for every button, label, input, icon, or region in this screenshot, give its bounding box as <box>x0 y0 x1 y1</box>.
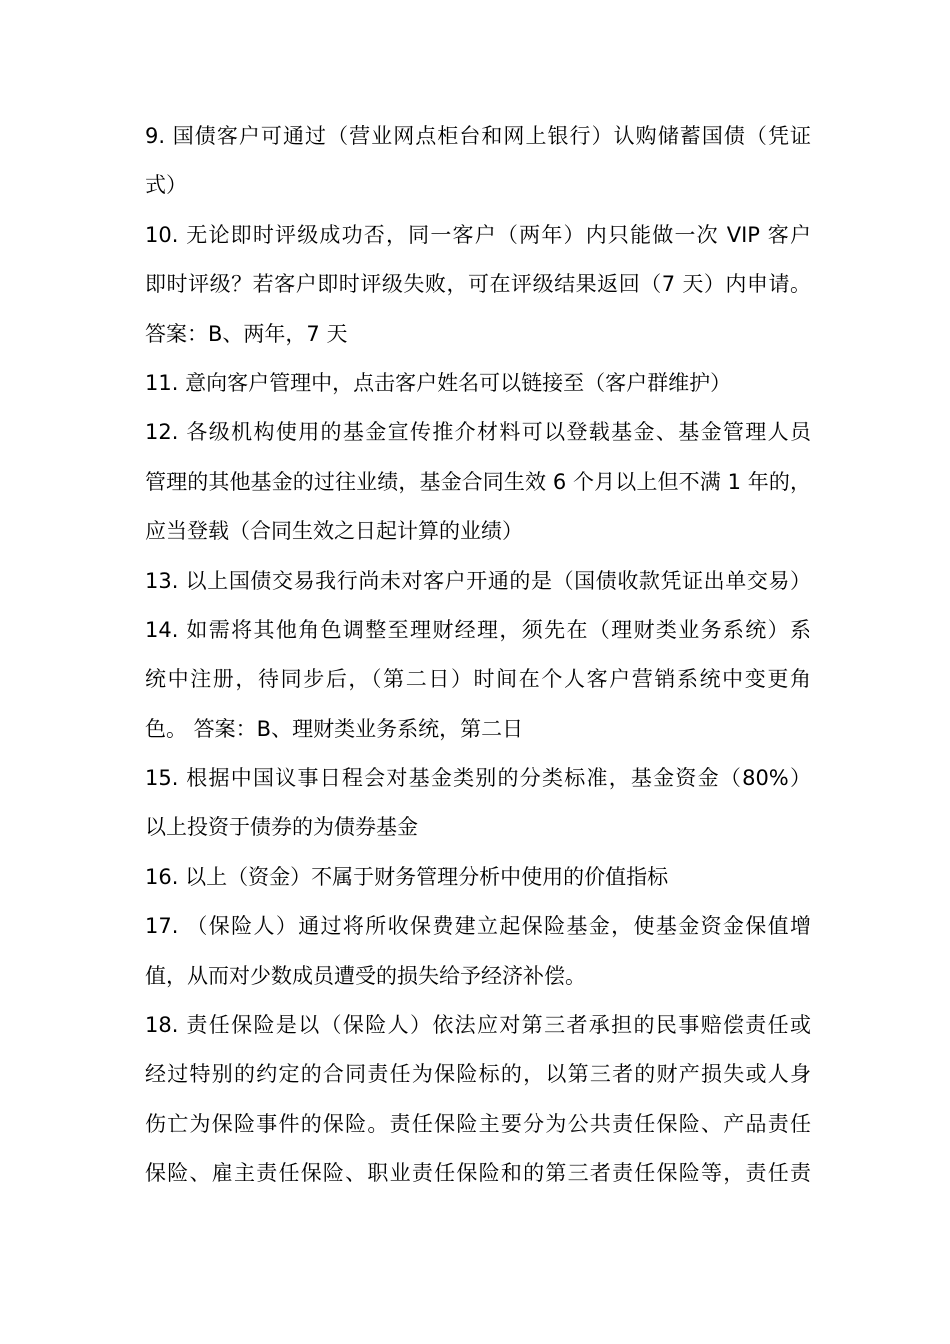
text-line: 伤亡为保险事件的保险。责任保险主要分为公共责任保险、产品责任 <box>145 1111 811 1136</box>
text-line: 统中注册，待同步后，（第二日）时间在个人客户营销系统中变更角 <box>145 667 811 692</box>
text-line: 即时评级？若客户即时评级失败，可在评级结果返回（7 天）内申请。 <box>145 272 811 297</box>
text-line: 13. 以上国债交易我行尚未对客户开通的是（国债收款凭证出单交易） <box>145 568 811 593</box>
text-line: 式） <box>145 173 187 198</box>
text-line: 16. 以上（资金）不属于财务管理分析中使用的价值指标 <box>145 864 669 889</box>
text-line: 答案：B、两年，7 天 <box>145 321 348 346</box>
text-line: 11. 意向客户管理中，点击客户姓名可以链接至（客户群维护） <box>145 370 732 395</box>
text-line: 管理的其他基金的过往业绩，基金合同生效 6 个月以上但不满 1 年的， <box>145 469 811 494</box>
text-line: 14. 如需将其他角色调整至理财经理，须先在（理财类业务系统）系 <box>145 617 811 642</box>
text-line: 保险、雇主责任保险、职业责任保险和的第三者责任保险等，责任责 <box>145 1161 811 1186</box>
text-line: 10. 无论即时评级成功否，同一客户（两年）内只能做一次 VIP 客户 <box>145 222 811 247</box>
text-line: 15. 根据中国议事日程会对基金类别的分类标准，基金资金（80%） <box>145 766 811 791</box>
text-line: 18. 责任保险是以（保险人）依法应对第三者承担的民事赔偿责任或 <box>145 1013 811 1038</box>
text-line: 9. 国债客户可通过（营业网点柜台和网上银行）认购储蓄国债（凭证 <box>145 124 811 148</box>
text-line: 17. （保险人）通过将所收保费建立起保险基金，使基金资金保值增 <box>145 914 811 939</box>
document-body <box>145 112 811 1199</box>
text-line: 经过特别的约定的合同责任为保险标的，以第三者的财产损失或人身 <box>145 1062 811 1087</box>
text-line: 色。 答案：B、理财类业务系统，第二日 <box>145 716 524 741</box>
text-line: 应当登载（合同生效之日起计算的业绩） <box>145 519 523 544</box>
text-line: 值，从而对少数成员遭受的损失给予经济补偿。 <box>145 963 586 988</box>
text-line: 以上投资于债券的为债券基金 <box>145 815 418 840</box>
text-line: 12. 各级机构使用的基金宣传推介材料可以登载基金、基金管理人员 <box>145 420 811 445</box>
